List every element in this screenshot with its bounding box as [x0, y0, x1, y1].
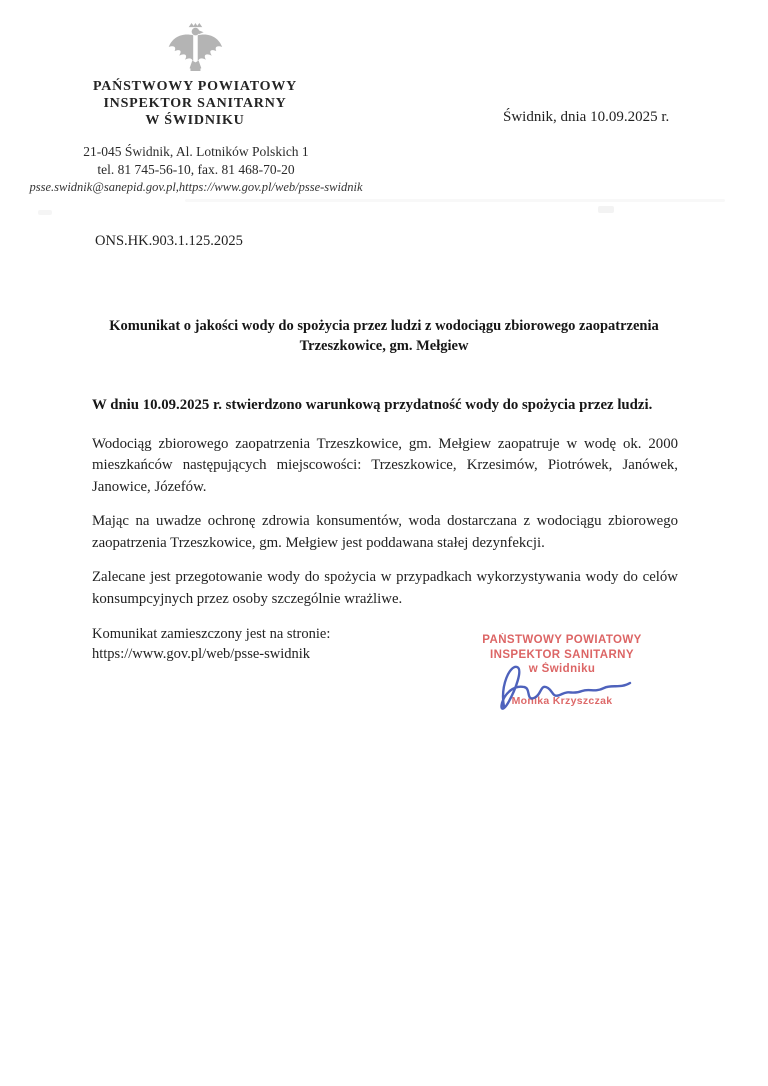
document-title — [60, 316, 708, 356]
document-date: Świdnik, dnia 10.09.2025 r. — [503, 109, 670, 125]
document-title-line-1: Komunikat o jakości wody do spożycia przez ludzi z wodociągu zbiorowego zaopatrzenia — [109, 318, 659, 334]
org-name-line-3: W ŚWIDNIKU — [145, 113, 245, 128]
document-body — [92, 395, 678, 623]
org-name-line-2: INSPEKTOR SANITARNY — [103, 96, 287, 111]
paragraph-recommendation: Zalecane jest przegotowanie wody do spożycia w przypadkach wykorzystywania wody do celów konsumpcyjnych przez osoby szczególnie wrażliwe. — [92, 569, 678, 607]
bold-statement: W dniu 10.09.2025 r. stwierdzono warunkową przydatność wody do spożycia przez ludzi. — [92, 397, 653, 413]
org-name-line-1: PAŃSTWOWY POWIATOWY — [92, 79, 298, 94]
stamp-org-line-3: w Świdniku — [528, 663, 596, 675]
paragraph-water-supply: Wodociąg zbiorowego zaopatrzenia Trzeszkowice, gm. Mełgiew zaopatruje w wodę ok. 2000 mieszkańców następujących miejscowości: Trzeszkowice, Krzesimów, Piotrówek, Janówek, Janowice, Józefów. — [92, 435, 678, 495]
stamp-inspector-name: Monika Krzyszczak — [511, 694, 613, 707]
scan-artifact — [598, 206, 614, 213]
stamp-org-line-1: PAŃSTWOWY POWIATOWY — [482, 634, 642, 646]
footer-note — [92, 624, 492, 664]
scan-artifact — [185, 199, 725, 202]
contact-email-web-line: psse.swidnik@sanepid.gov.pl,https://www.gov.pl/web/psse-swidnik — [29, 180, 363, 194]
address-phone-line: tel. 81 745-56-10, fax. 81 468-70-20 — [97, 161, 295, 177]
letterhead — [55, 20, 335, 129]
reference-number: ONS.HK.903.1.125.2025 — [95, 233, 243, 249]
footer-website-url: https://www.gov.pl/web/psse-swidnik — [92, 646, 311, 662]
official-stamp — [472, 633, 652, 707]
paragraph-disinfection: Mając na uwadze ochronę zdrowia konsumentów, woda dostarczana z wodociągu zbiorowego zaopatrzenia Trzeszkowice, gm. Mełgiew jest poddawana stałej dezynfekcji. — [92, 513, 678, 551]
footer-note-text: Komunikat zamieszczony jest na stronie: — [92, 626, 331, 642]
address-block — [2, 143, 390, 195]
address-street-line: 21-045 Świdnik, Al. Lotników Polskich 1 — [83, 144, 309, 159]
stamp-org-line-2: INSPEKTOR SANITARNY — [490, 648, 634, 661]
document-title-line-2: Trzeszkowice, gm. Mełgiew — [299, 338, 469, 354]
scan-artifact — [38, 210, 52, 215]
polish-eagle-icon — [166, 20, 224, 74]
